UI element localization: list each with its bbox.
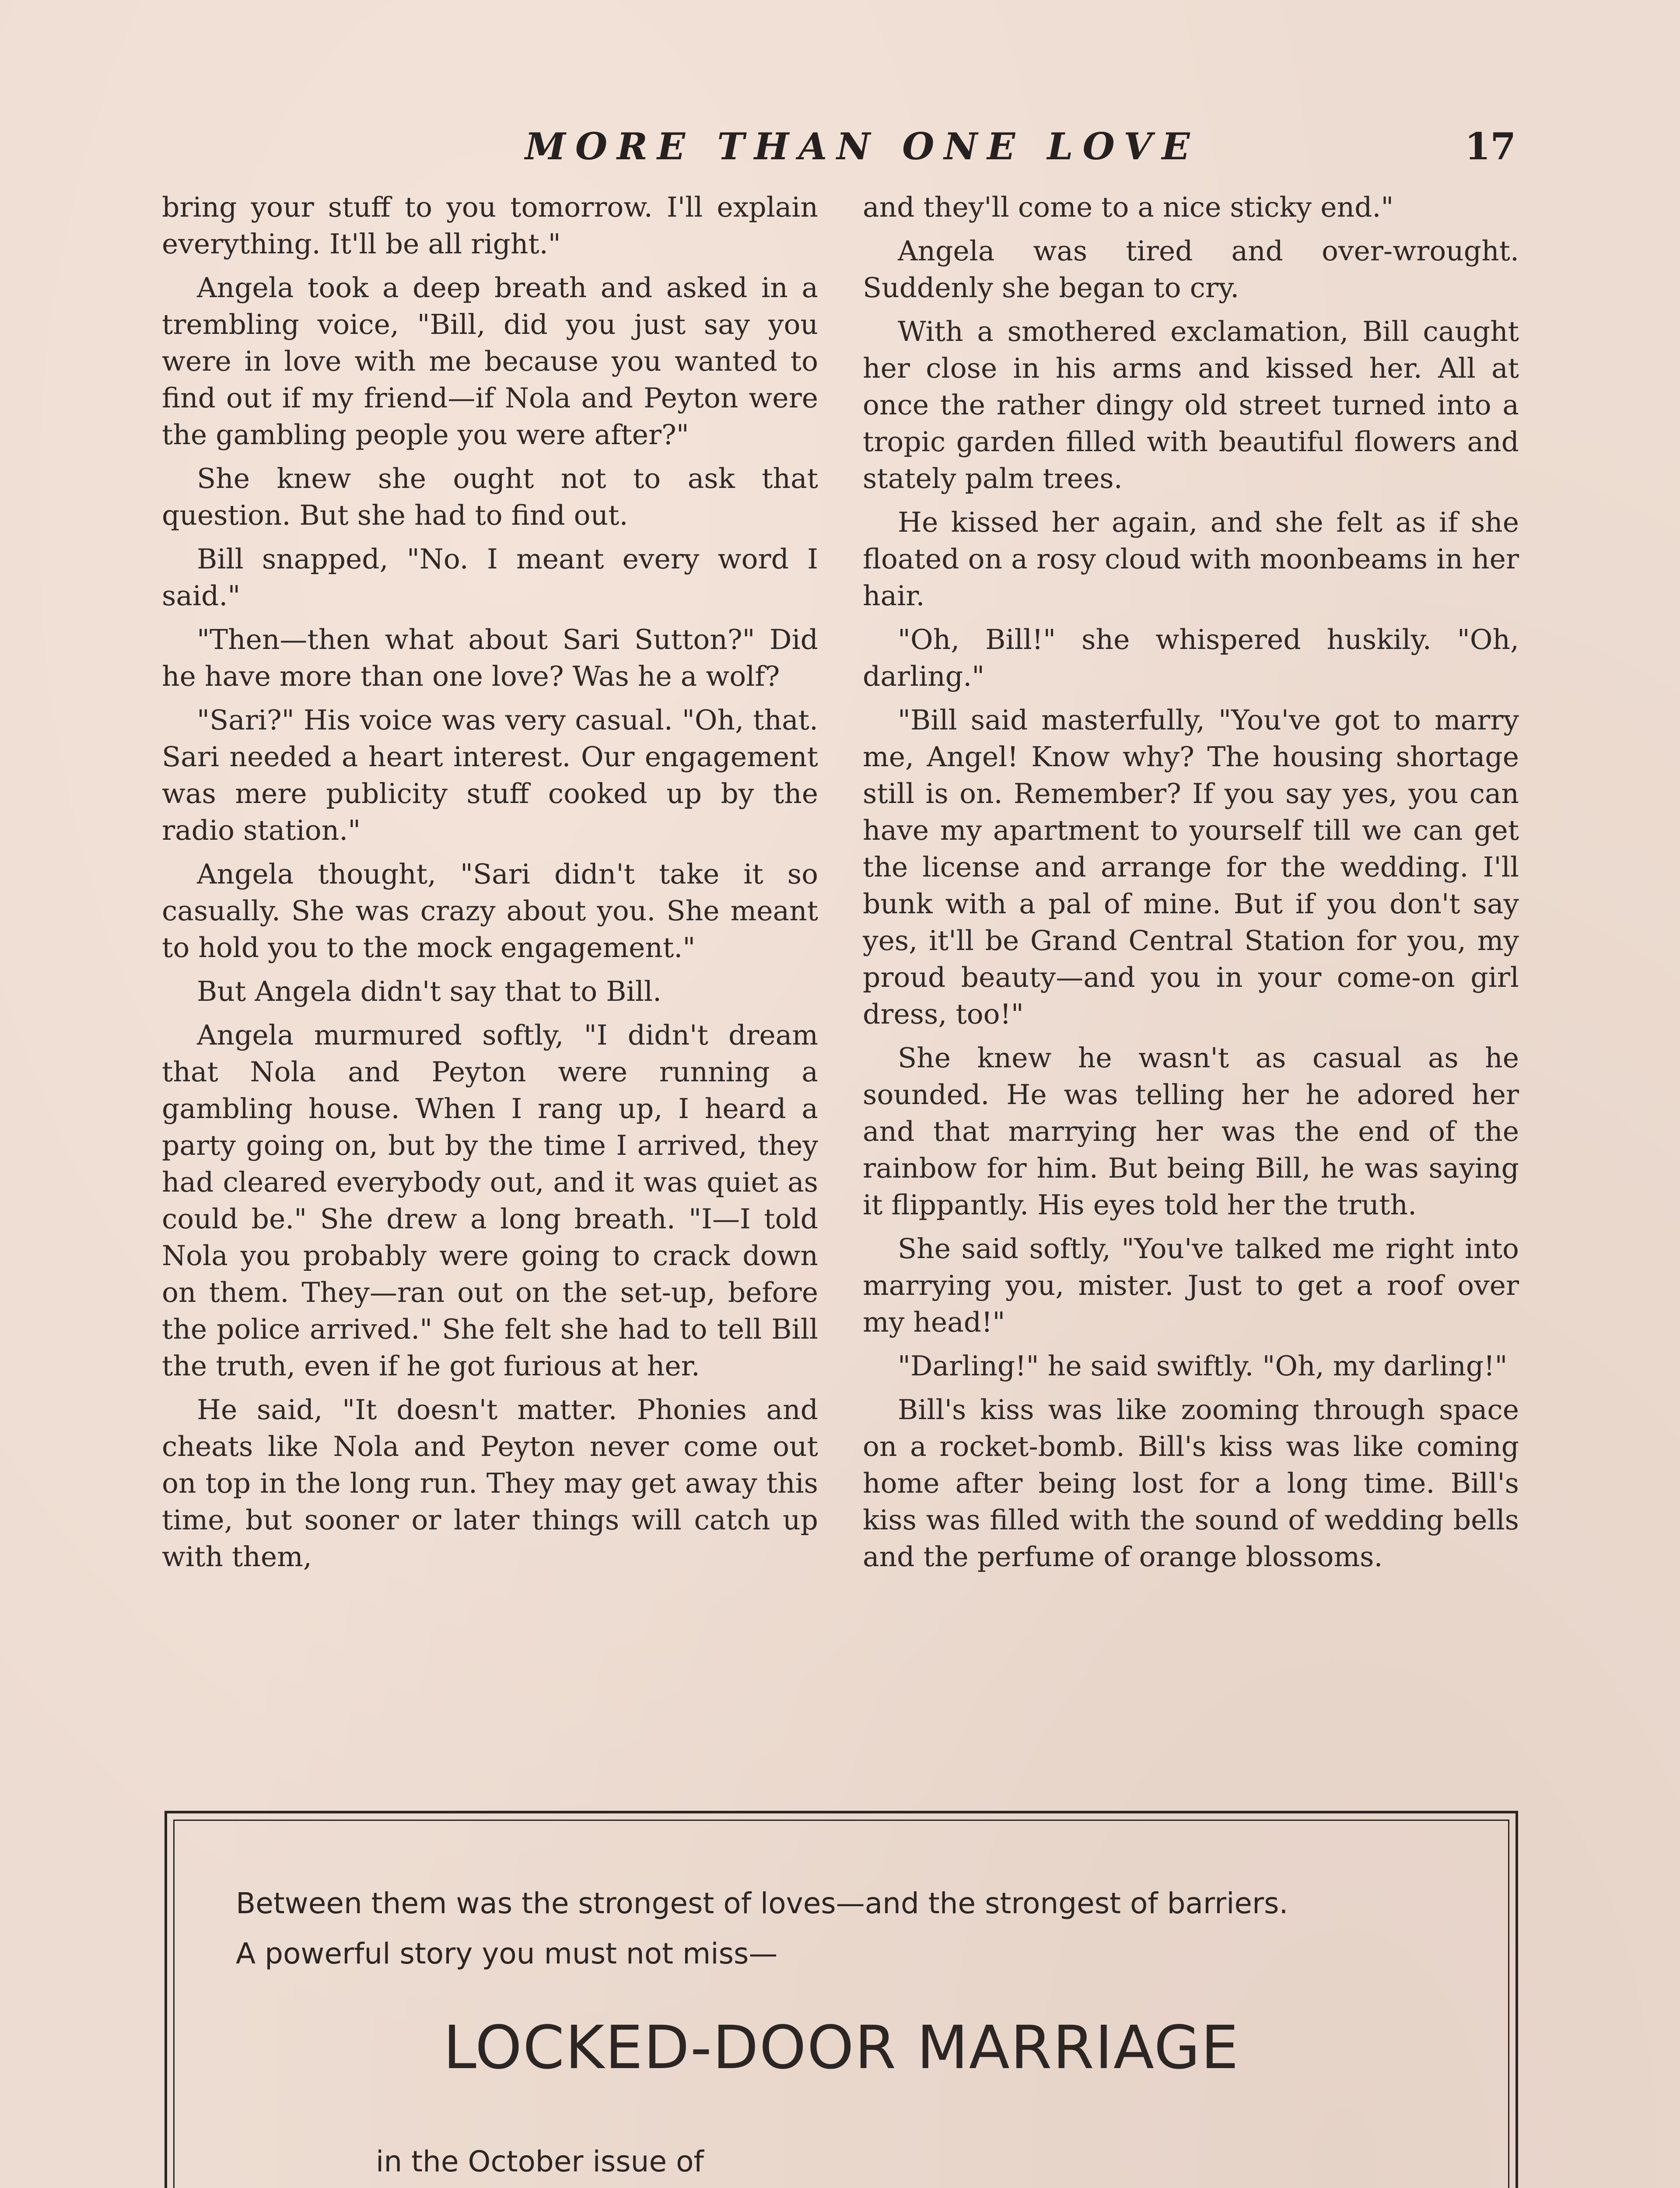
ad-subline: A powerful story you must not miss— <box>236 1937 778 1971</box>
paragraph: "Oh, Bill!" she whispered huskily. "Oh, darling." <box>863 624 1519 692</box>
ad-tagline: Between them was the strongest of loves—and the strongest of barriers. <box>236 1886 1288 1920</box>
paragraph: Angela thought, "Sari didn't take it so casually. She was crazy about you. She meant to hold you to the mock engagement." <box>162 858 818 964</box>
paragraph: He said, "It doesn't matter. Phonies and cheats like Nola and Peyton never come out on top in the long run. They may get away this time, but sooner or later things will catch up with them, <box>162 1394 818 1573</box>
right-text-column <box>863 189 1519 1582</box>
paragraph: Bill snapped, "No. I meant every word I said." <box>162 543 818 612</box>
paragraph: She said softly, "You've talked me right into marrying you, mister. Just to get a roof over my head!" <box>863 1233 1519 1338</box>
paragraph: She knew she ought not to ask that question. But she had to find out. <box>162 463 818 531</box>
paragraph: Angela was tired and over-wrought. Suddenly she began to cry. <box>863 235 1519 304</box>
ad-issue-text: in the October issue of <box>376 2145 704 2178</box>
paragraph: "Darling!" he said swiftly. "Oh, my darling!" <box>898 1350 1508 1382</box>
paragraph: She knew he wasn't as casual as he sounded. He was telling her he adored her and that marrying her was the end of the rainbow for him. But being Bill, he was saying it flippantly. His eyes told her the truth. <box>863 1042 1519 1221</box>
paragraph: With a smothered exclamation, Bill caught her close in his arms and kissed her. All at once the rather dingy old street turned into a tropic garden filled with beautiful flowers and stately palm trees. <box>863 316 1519 494</box>
paragraph: He kissed her again, and she felt as if she floated on a rosy cloud with moonbeams in her hair. <box>863 506 1519 612</box>
paragraph: Bill's kiss was like zooming through space on a rocket-bomb. Bill's kiss was like coming home after being lost for a long time. Bill's kiss was filled with the sound of wedding bells and the perfume of orange blossoms. <box>863 1394 1519 1573</box>
advertisement-box <box>164 1811 1518 2188</box>
paragraph: bring your stuff to you tomorrow. I'll explain everything. It'll be all right." <box>162 191 818 260</box>
paragraph: "Sari?" His voice was very casual. "Oh, that. Sari needed a heart interest. Our engagement was mere publicity stuff cooked up by the radio station." <box>162 704 818 846</box>
left-text-column <box>162 189 818 1582</box>
advertisement-inner-frame <box>173 1820 1509 2188</box>
paragraph: "Then—then what about Sari Sutton?" Did he have more than one love? Was he a wolf? <box>162 624 818 692</box>
page-number: 17 <box>1465 125 1516 168</box>
paragraph: Angela took a deep breath and asked in a trembling voice, "Bill, did you just say you were in love with me because you wanted to find out if my friend—if Nola and Peyton were the gambling people you were after?" <box>162 272 818 451</box>
paragraph: and they'll come to a nice sticky end." <box>863 191 1394 223</box>
running-title: MORE THAN ONE LOVE <box>525 125 1200 168</box>
paragraph: But Angela didn't say that to Bill. <box>197 975 662 1007</box>
paragraph: Angela murmured softly, "I didn't dream that Nola and Peyton were running a gambling house. When I rang up, I heard a party going on, but by the time I arrived, they had cleared everybody out, and it was quiet as could be." She drew a long breath. "I—I told Nola you probably were going to crack down on them. They—ran out on the set-up, before the police arrived." She felt she had to tell Bill the truth, even if he got furious at her. <box>162 1019 818 1382</box>
paragraph: "Bill said masterfully, "You've got to marry me, Angel! Know why? The housing shortage still is on. Remember? If you say yes, you can have my apartment to yourself till we can get the license and arrange for the wedding. I'll bunk with a pal of mine. But if you don't say yes, it'll be Grand Central Station for you, my proud beauty—and you in your come-on girl dress, too!" <box>863 704 1519 1030</box>
ad-story-title: LOCKED-DOOR MARRIAGE <box>443 2013 1239 2083</box>
